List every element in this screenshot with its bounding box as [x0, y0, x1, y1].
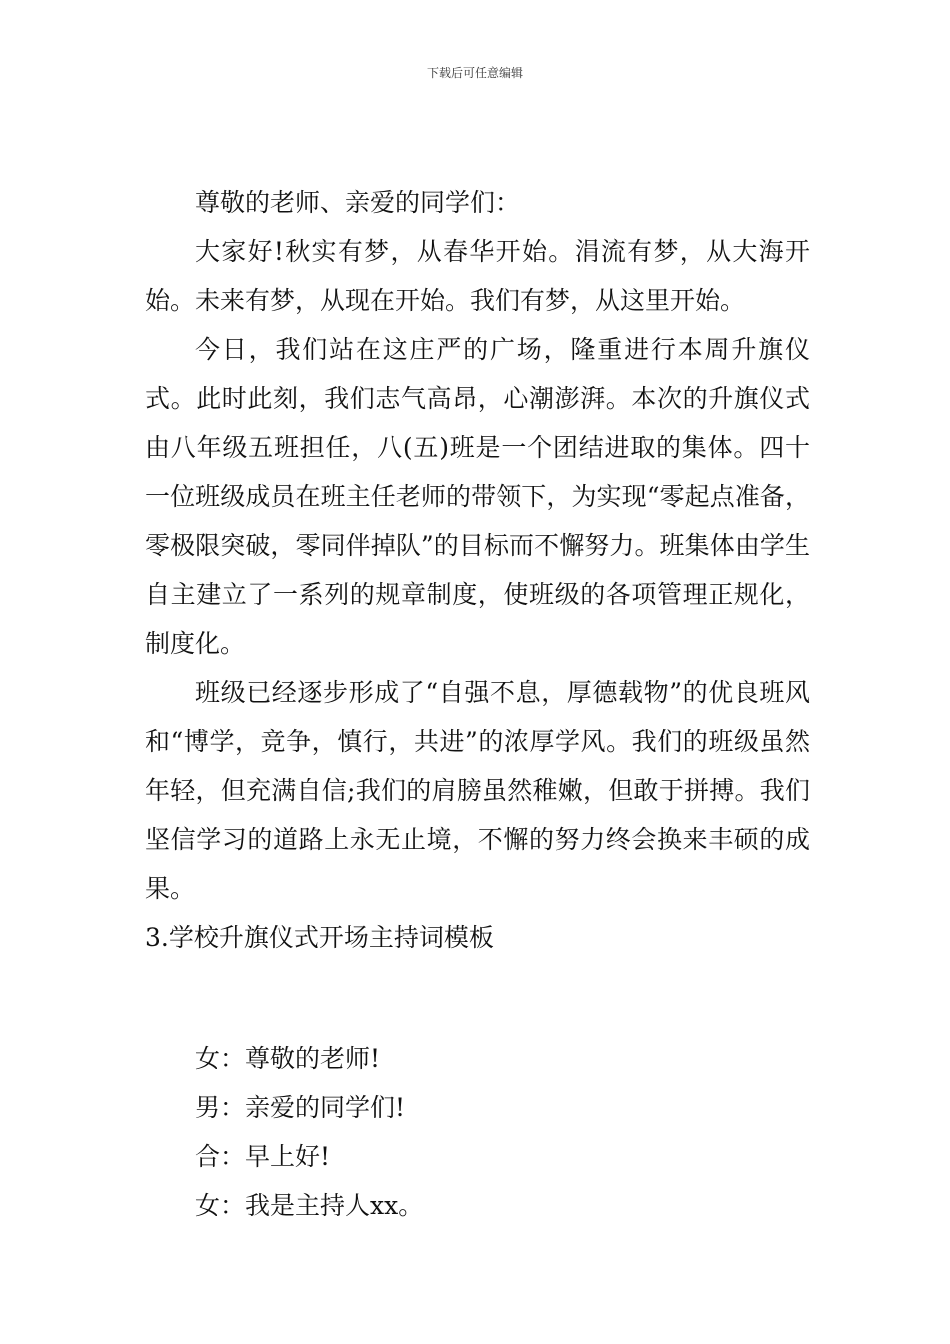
dialogue-line: 女：尊敬的老师! — [195, 1044, 381, 1073]
dialogue-line: 女：我是主持人xx。 — [195, 1191, 424, 1220]
paragraph-3: 班级已经逐步形成了“自强不息，厚德载物”的优良班风和“博学，竞争，慎行，共进”的浓厚学风。我们的班级虽然年轻，但充满自信;我们的肩膀虽然稚嫩，但敢于拼搏。我们坚信学习的道路上永无止境，不懈的努力终会换来丰硕的成果。 — [145, 678, 810, 903]
document-body — [145, 178, 810, 1230]
paragraph-2: 今日，我们站在这庄严的广场，隆重进行本周升旗仪式。此时此刻，我们志气高昂，心潮澎湃。本次的升旗仪式由八年级五班担任，八(五)班是一个团结进取的集体。四十一位班级成员在班主任老师的带领下，为实现“零起点准备，零极限突破，零同伴掉队”的目标而不懈努力。班集体由学生自主建立了一系列的规章制度，使班级的各项管理正规化，制度化。 — [145, 335, 810, 658]
page-header-note: 下载后可任意编辑 — [426, 66, 523, 80]
paragraph-1: 大家好!秋实有梦，从春华开始。涓流有梦，从大海开始。未来有梦，从现在开始。我们有梦，从这里开始。 — [145, 237, 810, 315]
dialogue-line: 合：早上好! — [195, 1142, 331, 1171]
dialogue-block — [145, 1034, 810, 1230]
dialogue-line: 男：亲爱的同学们! — [195, 1093, 406, 1122]
greeting-line: 尊敬的老师、亲爱的同学们： — [195, 188, 521, 217]
section-title: 3.学校升旗仪式开场主持词模板 — [145, 923, 494, 952]
